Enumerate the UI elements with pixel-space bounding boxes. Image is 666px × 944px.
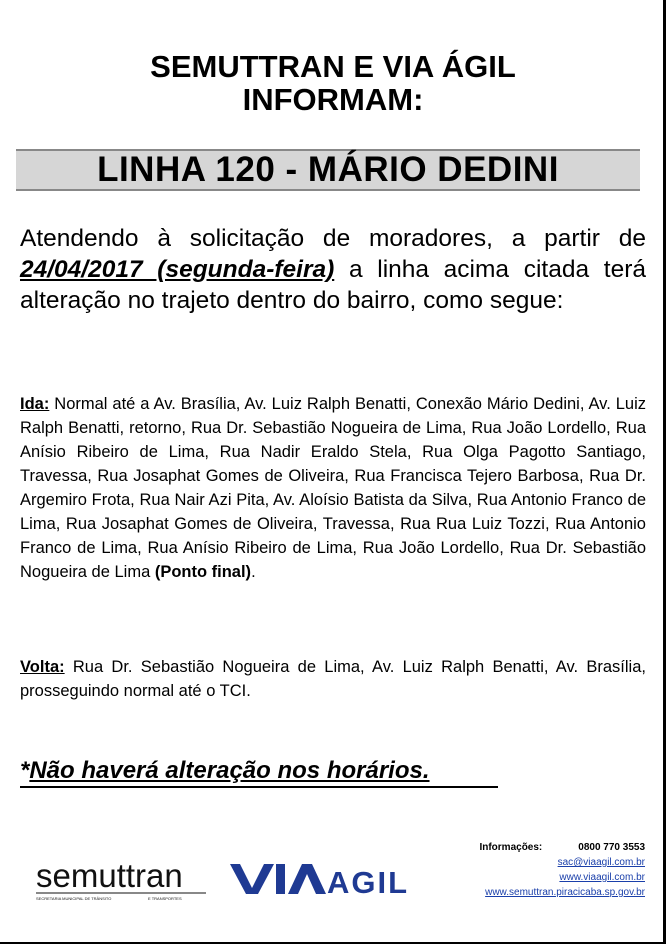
notice-text: Não haverá alteração nos horários. [29, 757, 430, 784]
contact-info [405, 840, 645, 900]
final-stop-label: (Ponto final) [154, 563, 252, 581]
schedule-notice [20, 756, 500, 786]
viaagil-logo-v-mark [230, 864, 274, 894]
semuttran-logo-text: semuttran [36, 857, 183, 894]
outbound-route-text: Normal até a Av. Brasília, Av. Luiz Ralph Benatti, Conexão Mário Dedini, Av. Luiz Ralph Benatti, retorno, Rua Dr. Sebastião Nogueira de Lima, Rua João Lordello, Rua Anísio Ribeiro de Lima, Rua Nadir Eraldo Stela, Rua Olga Pagotto Santiago, Travessa, Rua Josaphat Gomes de Oliveira, Rua Francisca Tejero Barbosa, Rua Dr. Argemiro Frota, Rua Nair Azi Pita, Av. Aloísio Batista da Silva, Rua Antonio Franco de Lima, Rua Josaphat Gomes de Oliveira, Travessa, Rua Rua Luiz Tozzi, Rua Antonio Franco de Lima, Rua Anísio Ribeiro de Lima, Rua João Lordello, Rua Dr. Sebastião Nogueira de Lima [20, 395, 646, 581]
phone-row [405, 840, 645, 855]
semuttran-logo-subtitle-right: E TRANSPORTES [148, 896, 182, 901]
viaagil-site-link[interactable]: www.viaagil.com.br [559, 872, 645, 883]
effective-date: 24/04/2017 (segunda-feira) [20, 256, 335, 283]
semuttran-logo [36, 853, 206, 903]
notice-heading [0, 50, 666, 116]
viaagil-logo-text: AGIL [327, 865, 410, 898]
route-return [20, 655, 646, 703]
info-label: Informações: [479, 842, 543, 853]
viaagil-logo [230, 858, 415, 898]
notice-asterisk: * [20, 757, 30, 784]
viaagil-logo-a-mark [288, 864, 326, 894]
outbound-label: Ida: [20, 395, 50, 413]
outbound-route-end: . [251, 563, 256, 581]
semuttran-site-link[interactable]: www.semuttran.piracicaba.sp.gov.br [485, 887, 645, 898]
heading-line-2: INFORMAM: [242, 82, 424, 117]
viaagil-logo-i-mark [276, 864, 285, 894]
bus-line-banner: LINHA 120 - MÁRIO DEDINI [16, 149, 640, 191]
heading-line-1: SEMUTTRAN E VIA ÁGIL [150, 49, 516, 84]
intro-text-after: a linha acima citada terá alteração no trajeto dentro do bairro, como segue: [20, 256, 646, 314]
intro-paragraph [20, 223, 646, 316]
return-route-text: Rua Dr. Sebastião Nogueira de Lima, Av. Luiz Ralph Benatti, Av. Brasília, prosseguindo normal até o TCI. [20, 658, 646, 700]
email-link[interactable]: sac@viaagil.com.br [557, 857, 645, 868]
semuttran-logo-subtitle-left: SECRETARIA MUNICIPAL DE TRÂNSITO [36, 896, 112, 901]
route-outbound [20, 392, 646, 584]
intro-text-before: Atendendo à solicitação de moradores, a partir de [20, 225, 646, 252]
notice-underline-rule [20, 786, 498, 788]
phone-number: 0800 770 3553 [578, 842, 645, 853]
return-label: Volta: [20, 658, 65, 676]
